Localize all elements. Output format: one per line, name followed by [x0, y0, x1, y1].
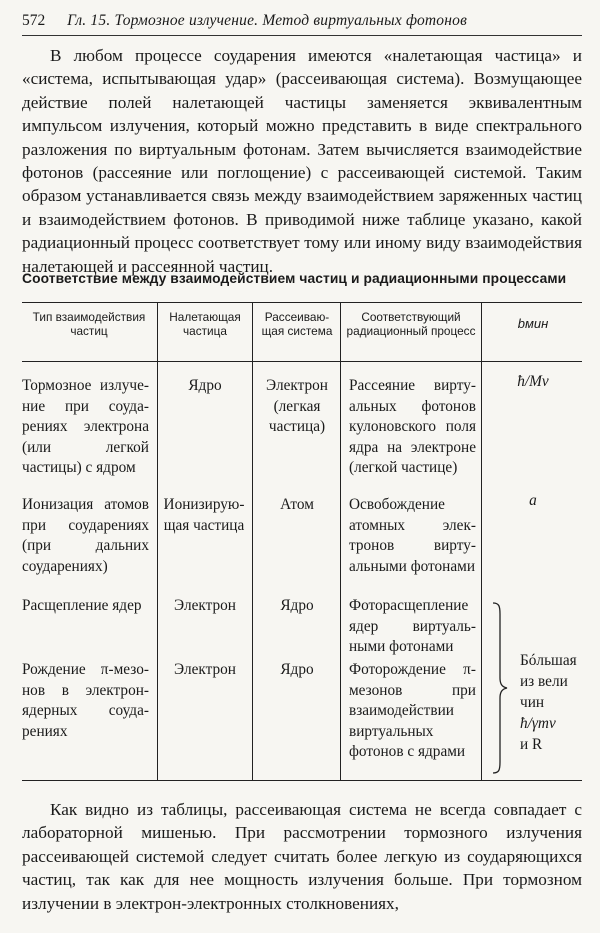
- row4-process: Фоторождение π-мезонов при взаимодействии виртуальных фотонов с ядрами: [349, 661, 476, 760]
- row2-interaction: Ионизация атомов при соударениях (при дальних соударениях): [22, 496, 149, 575]
- row4-scatterer: Ядро: [280, 661, 314, 678]
- row2-bmin: a: [529, 492, 537, 509]
- shared-bmin-line: Бóльшая: [520, 652, 577, 669]
- shared-bmin: [520, 650, 582, 755]
- shared-bmin-line: из вели: [520, 673, 568, 690]
- column-divider: [481, 302, 482, 780]
- column-divider: [340, 302, 341, 780]
- row4-incident: Электрон: [174, 661, 236, 678]
- column-divider: [252, 302, 253, 780]
- header-process: Соответствующий радиационный процесс: [346, 310, 476, 338]
- header-rule: [22, 35, 582, 36]
- row4-interaction: Рождение π-мезонов в электрон-ядерных соударениях: [22, 661, 149, 740]
- row1-incident: Ядро: [188, 377, 222, 394]
- column-divider: [157, 302, 158, 780]
- header-incident: Налетающая частица: [169, 310, 241, 338]
- running-title: Гл. 15. Тормозное излучение. Метод виртуальных фотонов: [67, 12, 468, 29]
- closing-paragraph: Как видно из таблицы, рассеивающая система не всегда совпадает с лабораторной мишенью. При рассмотрении тормозного излучения рассеивающей системой следует считать более легкую из соударяющихся частиц, так как для нее мощность излучения больше. При тормозном излучении в электрон-электронных столкновениях,: [22, 800, 582, 913]
- running-header: [22, 12, 582, 30]
- table-header-rule: [22, 361, 582, 362]
- header-scatterer: Рассеивающая система: [261, 310, 333, 338]
- row3-incident: Электрон: [174, 597, 236, 614]
- row3-scatterer: Ядро: [280, 597, 314, 614]
- table-caption: Соответствие между взаимодействием частиц и радиационными процессами: [22, 271, 567, 286]
- row2-process: Освобождение атомных электронов виртуальными фотонами: [349, 496, 476, 575]
- row1-scatterer: Электрон (легкая частица): [266, 377, 328, 435]
- intro-paragraph: В любом процессе соударения имеются «налетающая частица» и «система, испытывающая удар» (рассеивающая система). Возмущающее действие полей налетающей частицы заменяется эквивалентным импульсом излучения, который можно представить в виде спектрального разложения по виртуальным фотонам. Затем вычисляется взаимодействие фотонов (рассеяние или поглощение) с рассеивающей системой. Таким образом устанавливается связь между взаимодействием заряженных частиц и взаимодействием фотонов. В приводимой ниже таблице указано, какой радиационный процесс соответствует тому или иному виду взаимодействия налетающей и рассеянной частиц.: [22, 46, 582, 276]
- shared-bmin-line: и R: [520, 736, 543, 753]
- header-interaction-type: Тип взаимодействия частиц: [32, 310, 146, 338]
- right-brace-icon: [492, 602, 508, 774]
- row2-scatterer: Атом: [280, 496, 314, 513]
- shared-bmin-line: чин: [520, 694, 545, 711]
- table-top-rule: [22, 302, 582, 303]
- row1-bmin: ħ/Mv: [517, 373, 549, 390]
- table-bottom-rule: [22, 780, 582, 781]
- header-bmin: bмин: [517, 316, 549, 331]
- page-number: 572: [22, 12, 46, 29]
- row1-interaction: Тормозное излучение при соударениях электрона (или легкой частицы) с ядром: [22, 377, 149, 476]
- row1-process: Рассеяние виртуальных фотонов кулоновского поля ядра на электроне (легкой частице): [349, 377, 476, 476]
- row2-incident: Ионизирующая частица: [163, 496, 245, 534]
- row3-process: Фоторасщепление ядер виртуальными фотонами: [349, 597, 476, 655]
- shared-bmin-formula: ħ/γmv: [520, 715, 556, 732]
- row3-interaction: Расщепление ядер: [22, 597, 142, 614]
